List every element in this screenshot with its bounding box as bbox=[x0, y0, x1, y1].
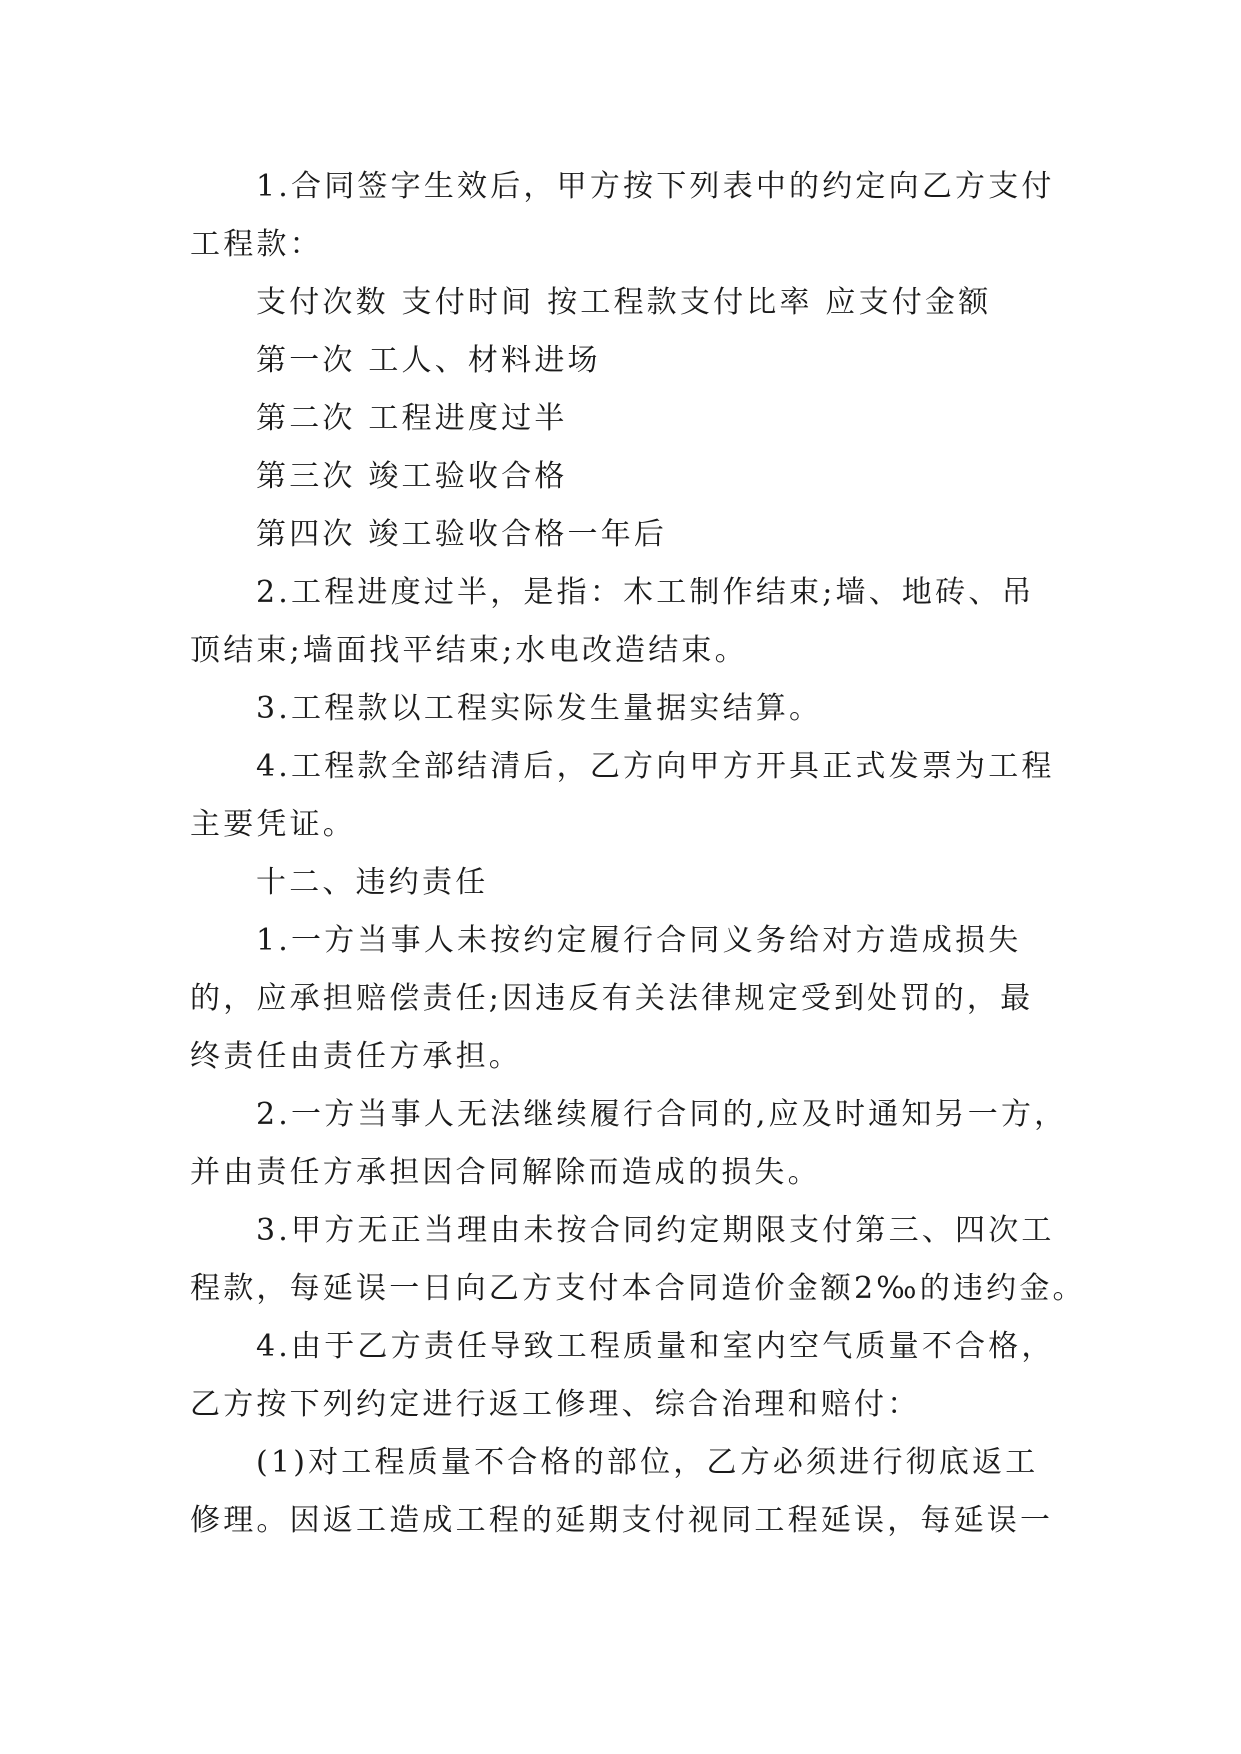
text-line: (1)对工程质量不合格的部位，乙方必须进行彻底返工 bbox=[256, 1445, 1039, 1480]
text-line: 并由责任方承担因合同解除而造成的损失。 bbox=[190, 1155, 821, 1190]
text-line: 4.工程款全部结清后，乙方向甲方开具正式发票为工程 bbox=[256, 749, 1055, 784]
payment-row: 第一次 工人、材料进场 bbox=[256, 343, 601, 378]
text-line: 3.甲方无正当理由未按合同约定期限支付第三、四次工 bbox=[256, 1213, 1055, 1248]
text-line: 主要凭证。 bbox=[190, 807, 356, 842]
text-line: 2.一方当事人无法继续履行合同的,应及时通知另一方， bbox=[256, 1097, 1068, 1132]
document-page bbox=[190, 158, 1086, 1550]
payment-row: 第二次 工程进度过半 bbox=[256, 401, 568, 436]
text-line: 乙方按下列约定进行返工修理、综合治理和赔付： bbox=[190, 1387, 921, 1422]
payment-table-header: 支付次数 支付时间 按工程款支付比率 应支付金额 bbox=[256, 285, 992, 320]
text-line: 修理。因返工造成工程的延期支付视同工程延误，每延误一 bbox=[190, 1503, 1054, 1538]
text-line: 1.一方当事人未按约定履行合同义务给对方造成损失 bbox=[256, 923, 1022, 958]
payment-row: 第三次 竣工验收合格 bbox=[256, 459, 568, 494]
payment-row: 第四次 竣工验收合格一年后 bbox=[256, 517, 668, 552]
text-line: 3.工程款以工程实际发生量据实结算。 bbox=[256, 691, 823, 726]
text-line: 1.合同签字生效后，甲方按下列表中的约定向乙方支付 bbox=[256, 169, 1055, 204]
text-line: 工程款： bbox=[190, 227, 323, 262]
text-line: 2.工程进度过半，是指：木工制作结束;墙、地砖、吊 bbox=[256, 575, 1035, 610]
section-heading: 十二、违约责任 bbox=[256, 865, 489, 900]
text-line: 顶结束;墙面找平结束;水电改造结束。 bbox=[190, 633, 748, 668]
text-line: 终责任由责任方承担。 bbox=[190, 1039, 522, 1074]
text-line: 的，应承担赔偿责任;因违反有关法律规定受到处罚的，最 bbox=[190, 981, 1034, 1016]
text-line: 4.由于乙方责任导致工程质量和室内空气质量不合格， bbox=[256, 1329, 1055, 1364]
text-line: 程款，每延误一日向乙方支付本合同造价金额2‰的违约金。 bbox=[190, 1271, 1086, 1306]
